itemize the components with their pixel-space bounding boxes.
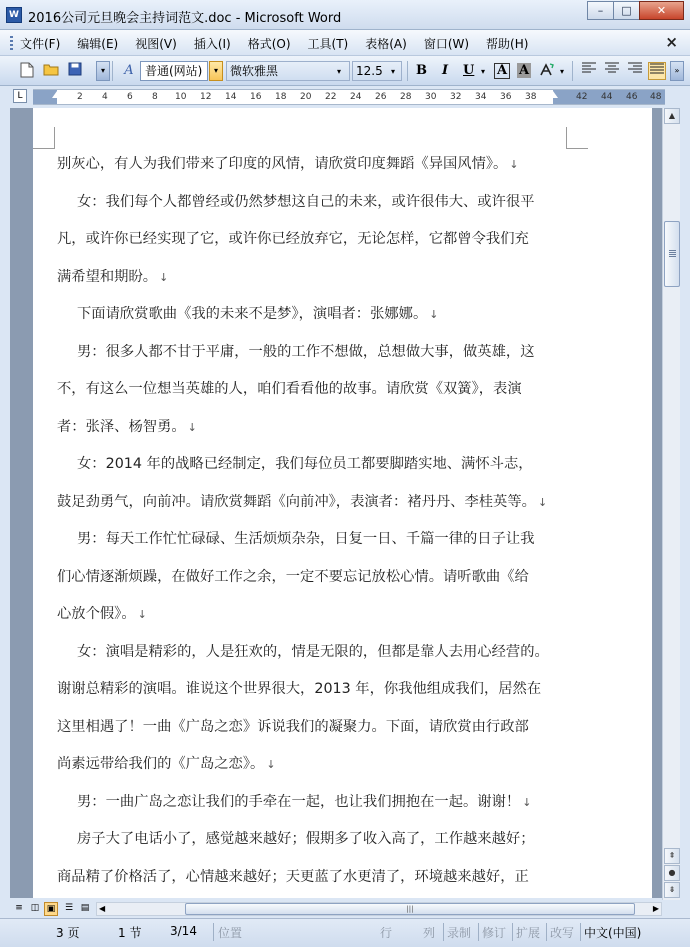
document-line-text: 别灰心，有人为我们带来了印度的风情，请欣赏印度舞蹈《异国风情》。 bbox=[57, 156, 508, 172]
menu-file[interactable]: 文件(F) bbox=[20, 37, 61, 51]
ruler-tick: 34 bbox=[475, 92, 487, 102]
status-section: 1 节 bbox=[118, 926, 142, 940]
text-boundary-corner-mark bbox=[566, 127, 588, 149]
bold-button[interactable]: B bbox=[416, 63, 427, 78]
size-dropdown-chevron-icon[interactable]: ▾ bbox=[391, 67, 396, 76]
highlight-dropdown-chevron-icon[interactable]: ▾ bbox=[560, 67, 565, 76]
ruler-tick: 30 bbox=[425, 92, 437, 102]
paragraph-mark-icon: ↓ bbox=[266, 758, 276, 771]
status-bar bbox=[0, 918, 690, 947]
ruler-tick: 46 bbox=[626, 92, 638, 102]
status-separator bbox=[478, 923, 479, 941]
menu-tools[interactable]: 工具(T) bbox=[307, 37, 349, 51]
document-line[interactable] bbox=[57, 678, 559, 716]
close-window-button[interactable]: ✕ bbox=[639, 1, 684, 20]
highlight-icon[interactable] bbox=[538, 62, 556, 80]
document-line[interactable] bbox=[57, 266, 559, 304]
style-dropdown-chevron-icon[interactable]: ▾ bbox=[209, 61, 223, 81]
ruler-row bbox=[0, 86, 690, 108]
status-column: 列 bbox=[423, 926, 436, 940]
styles-formatting-icon[interactable]: A bbox=[124, 63, 134, 78]
underline-dropdown-chevron-icon[interactable]: ▾ bbox=[481, 67, 486, 76]
toolbar-overflow-chevron-icon[interactable]: » bbox=[670, 61, 684, 81]
previous-page-icon[interactable]: ⇞ bbox=[664, 848, 680, 864]
scroll-left-icon[interactable]: ◀ bbox=[99, 904, 106, 913]
paragraph-mark-icon: ↓ bbox=[159, 270, 169, 284]
document-line[interactable] bbox=[57, 716, 559, 754]
toolbar-options-chevron-icon[interactable]: ▾ bbox=[96, 61, 110, 81]
next-page-icon[interactable]: ⇟ bbox=[664, 882, 680, 898]
horizontal-scrollbar[interactable] bbox=[96, 902, 662, 916]
new-document-icon[interactable] bbox=[18, 62, 36, 80]
document-line[interactable] bbox=[57, 566, 559, 604]
document-line[interactable] bbox=[57, 153, 559, 191]
ruler-tick: 6 bbox=[127, 92, 133, 102]
tab-stop-selector-icon[interactable]: L bbox=[13, 89, 27, 103]
ruler-tick: 18 bbox=[275, 92, 287, 102]
status-overtype[interactable]: 改写 bbox=[550, 926, 575, 940]
document-line[interactable] bbox=[57, 303, 559, 341]
status-language[interactable]: 中文(中国) bbox=[584, 926, 642, 940]
document-line-text: 男：每天工作忙忙碌碌、生活烦烦杂杂，日复一日、千篇一律的日子让我 bbox=[77, 531, 535, 547]
ruler-tick: 10 bbox=[175, 92, 187, 102]
document-line[interactable] bbox=[57, 341, 559, 379]
open-folder-icon[interactable] bbox=[42, 62, 60, 80]
font-dropdown-chevron-icon[interactable]: ▾ bbox=[337, 67, 342, 76]
document-line-text: 男：一曲广岛之恋让我们的手牵在一起，也让我们拥抱在一起。谢谢！ bbox=[77, 793, 521, 810]
ruler-tick: 12 bbox=[200, 92, 212, 102]
status-separator bbox=[580, 923, 581, 941]
paragraph-mark-icon: ↓ bbox=[509, 158, 519, 171]
ruler-tick: 44 bbox=[601, 92, 613, 102]
document-line-text: 不，有这么一位想当英雄的人，咱们看看他的故事。请欣赏《双簧》，表演 bbox=[57, 381, 522, 397]
align-left-icon[interactable] bbox=[580, 62, 598, 80]
status-record-macro[interactable]: 录制 bbox=[447, 926, 472, 940]
vertical-scrollbar[interactable] bbox=[662, 108, 680, 903]
menu-bar bbox=[0, 30, 690, 56]
ruler-tick: 38 bbox=[525, 92, 537, 102]
ruler-tick: 48 bbox=[650, 92, 662, 102]
document-line[interactable] bbox=[57, 828, 559, 866]
print-layout-view-icon[interactable]: ▣ bbox=[44, 902, 58, 916]
document-line-text: 者：张泽、杨智勇。 bbox=[57, 418, 186, 435]
save-icon[interactable] bbox=[66, 62, 84, 80]
status-separator bbox=[512, 923, 513, 941]
paragraph-mark-icon: ↓ bbox=[537, 495, 548, 509]
ruler-tick: 4 bbox=[102, 92, 108, 102]
document-line[interactable] bbox=[57, 191, 559, 229]
document-line-text: 女：演唱是精彩的，人是狂欢的，情是无限的，但都是靠人去用心经营的。 bbox=[77, 643, 549, 660]
document-line[interactable] bbox=[57, 528, 559, 566]
document-area bbox=[10, 108, 662, 898]
ruler-tick: 22 bbox=[325, 92, 337, 102]
menu-grip-handle[interactable] bbox=[10, 36, 13, 50]
document-line-text: 满希望和期盼。 bbox=[57, 268, 158, 285]
document-line[interactable] bbox=[57, 753, 559, 791]
title-bar bbox=[0, 0, 690, 30]
ruler-tick: 28 bbox=[400, 92, 412, 102]
document-line-text: 凡，或许你已经实现了它，或许你已经放弃它，无论怎样，它都曾令我们充 bbox=[57, 231, 529, 247]
status-page-of: 3/14 bbox=[170, 924, 197, 938]
maximize-button[interactable]: □ bbox=[613, 1, 640, 20]
paragraph-mark-icon: ↓ bbox=[187, 420, 197, 434]
ruler-tick: 36 bbox=[500, 92, 512, 102]
document-line[interactable] bbox=[57, 866, 559, 899]
document-text-body[interactable] bbox=[57, 153, 559, 898]
ruler-tick: 16 bbox=[250, 92, 262, 102]
status-separator bbox=[213, 923, 214, 941]
document-line-text: 女：我们每个人都曾经或仍然梦想这自己的未来，或许很伟大、或许很平 bbox=[77, 193, 535, 210]
view-and-hscroll-bar bbox=[0, 900, 690, 918]
document-line-text: 房子大了电话小了，感觉越来越好；假期多了收入高了，工作越来越好； bbox=[77, 831, 535, 847]
italic-button[interactable]: I bbox=[442, 63, 449, 78]
document-line-text: 尚素远带给我们的《广岛之恋》。 bbox=[57, 756, 265, 772]
status-separator bbox=[443, 923, 444, 941]
horizontal-ruler[interactable] bbox=[33, 89, 665, 105]
toolbar-separator bbox=[112, 61, 113, 81]
menu-insert[interactable]: 插入(I) bbox=[193, 37, 231, 51]
menu-table[interactable]: 表格(A) bbox=[365, 37, 407, 51]
first-line-indent-marker[interactable] bbox=[52, 91, 62, 98]
document-line-text: 男：很多人都不甘于平庸，一般的工作不想做，总想做大事，做英雄，这 bbox=[77, 343, 535, 360]
paragraph-mark-icon: ↓ bbox=[522, 795, 532, 809]
ruler-tick: 8 bbox=[152, 92, 158, 102]
style-select[interactable]: 普通(网站) bbox=[140, 61, 208, 81]
ruler-tick: 24 bbox=[350, 92, 362, 102]
toolbar-separator bbox=[407, 61, 408, 81]
minimize-button[interactable]: – bbox=[587, 1, 614, 20]
menu-window[interactable]: 窗口(W) bbox=[423, 37, 470, 51]
reading-view-icon[interactable]: ▤ bbox=[80, 903, 90, 913]
normal-view-icon[interactable]: ≡ bbox=[15, 903, 23, 913]
status-extend[interactable]: 扩展 bbox=[516, 926, 541, 940]
align-center-icon[interactable] bbox=[603, 62, 621, 80]
menu-edit[interactable]: 编辑(E) bbox=[77, 37, 119, 51]
scroll-right-icon[interactable]: ▶ bbox=[652, 904, 659, 913]
text-boundary-corner-mark bbox=[33, 127, 55, 149]
document-line[interactable] bbox=[57, 603, 559, 641]
document-line-text: 下面请欣赏歌曲《我的未来不是梦》，演唱者：张娜娜。 bbox=[77, 306, 428, 322]
status-separator bbox=[546, 923, 547, 941]
menu-view[interactable]: 视图(V) bbox=[135, 37, 177, 51]
paragraph-mark-icon: ↓ bbox=[429, 308, 439, 321]
document-line-text: 心放个假》。 bbox=[57, 606, 136, 622]
status-line: 行 bbox=[380, 926, 393, 940]
status-position: 位置 bbox=[218, 926, 243, 940]
web-view-icon[interactable]: ◫ bbox=[30, 903, 40, 913]
font-select[interactable]: 微软雅黑 bbox=[226, 61, 350, 81]
paragraph-mark-icon: ↓ bbox=[137, 608, 147, 621]
document-line-text: 们心情逐渐烦躁，在做好工作之余，一定不要忘记放松心情。请听歌曲《给 bbox=[57, 568, 529, 585]
word-app-icon[interactable]: W bbox=[6, 7, 22, 23]
right-indent-marker[interactable] bbox=[548, 91, 558, 98]
font-size-select[interactable]: 12.5 bbox=[352, 61, 402, 81]
horizontal-scroll-thumb[interactable]: ||| bbox=[185, 903, 635, 915]
scroll-up-icon[interactable]: ▲ bbox=[664, 108, 680, 124]
document-line-text: 女：2014 年的战略已经制定，我们每位员工都要脚踏实地、满怀斗志， bbox=[77, 456, 533, 472]
document-line-text: 商品精了价格活了，心情越来越好；天更蓝了水更清了，环境越来越好，正 bbox=[57, 868, 529, 885]
document-line[interactable] bbox=[57, 453, 559, 491]
align-right-icon[interactable] bbox=[626, 62, 644, 80]
menu-help[interactable]: 帮助(H) bbox=[486, 37, 529, 51]
document-line[interactable] bbox=[57, 791, 559, 829]
document-line-text: 鼓足劲勇气，向前冲。请欣赏舞蹈《向前冲》，表演者：褚丹丹、李桂英等。 bbox=[57, 493, 536, 510]
document-line[interactable] bbox=[57, 378, 559, 416]
ruler-tick: 42 bbox=[576, 92, 588, 102]
justify-icon[interactable] bbox=[648, 62, 666, 80]
character-border-button[interactable]: A bbox=[494, 63, 510, 79]
window-title: 2016公司元旦晚会主持词范文.doc - Microsoft Word bbox=[28, 11, 342, 26]
ruler-tick: 32 bbox=[450, 92, 462, 102]
document-line[interactable] bbox=[57, 416, 559, 454]
window-controls bbox=[588, 1, 684, 20]
document-line[interactable] bbox=[57, 641, 559, 679]
status-track-changes[interactable]: 修订 bbox=[482, 926, 507, 940]
vertical-scroll-thumb[interactable] bbox=[664, 221, 680, 287]
document-page[interactable] bbox=[33, 108, 652, 898]
ruler-tick: 2 bbox=[77, 92, 83, 102]
document-line-text: 谢谢总精彩的演唱。谁说这个世界很大，2013 年，你我他组成我们，居然在 bbox=[57, 681, 542, 697]
document-line-text: 这里相遇了！一曲《广岛之恋》诉说我们的凝聚力。下面，请欣赏由行政部 bbox=[57, 718, 529, 735]
menu-items bbox=[20, 35, 545, 52]
character-shading-button[interactable]: A bbox=[519, 63, 530, 78]
document-line[interactable] bbox=[57, 491, 559, 529]
ruler-tick: 20 bbox=[300, 92, 312, 102]
formatting-toolbar bbox=[0, 56, 690, 86]
outline-view-icon[interactable]: ☰ bbox=[64, 903, 74, 913]
ruler-tick: 14 bbox=[225, 92, 237, 102]
ruler-tick: 26 bbox=[375, 92, 387, 102]
close-document-button[interactable]: × bbox=[665, 33, 678, 51]
select-browse-object-icon[interactable]: ● bbox=[664, 865, 680, 881]
document-line[interactable] bbox=[57, 228, 559, 266]
status-page: 3 页 bbox=[56, 926, 80, 940]
menu-format[interactable]: 格式(O) bbox=[247, 37, 291, 51]
underline-button[interactable]: U bbox=[463, 63, 475, 78]
toolbar-separator bbox=[572, 61, 573, 81]
